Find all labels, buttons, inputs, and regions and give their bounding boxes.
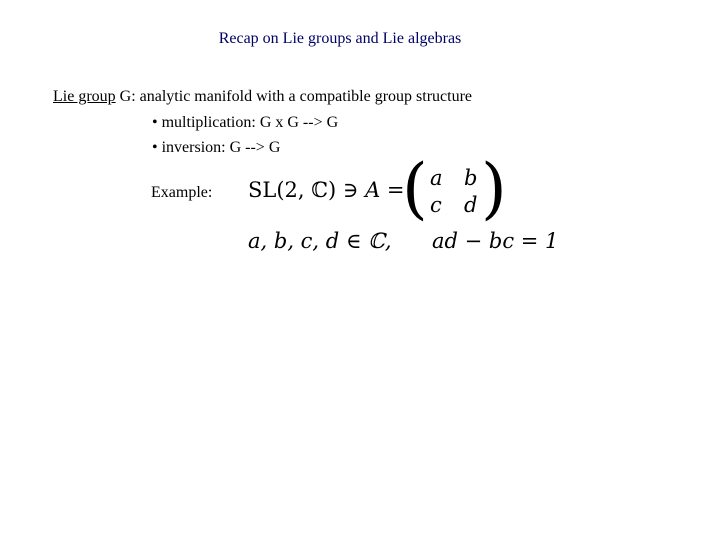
bullet-inversion: • inversion: G --> G xyxy=(152,139,281,156)
lie-group-definition xyxy=(53,88,472,106)
matrix-entry-a: a xyxy=(430,166,443,190)
matrix-name: A = xyxy=(365,178,405,202)
matrix-entry-b: b xyxy=(464,166,478,190)
group-membership xyxy=(248,178,405,202)
example-label: Example: xyxy=(151,184,213,201)
matrix-entry-c: c xyxy=(430,193,442,217)
bullet-multiplication: • multiplication: G x G --> G xyxy=(152,114,339,131)
variables-in-complex: a, b, c, d ∈ ℂ, xyxy=(248,229,392,253)
matrix-entry-d: d xyxy=(464,193,478,217)
slide-title: Recap on Lie groups and Lie algebras xyxy=(218,30,462,47)
right-paren: ) xyxy=(481,150,507,227)
determinant-condition: ad − bc = 1 xyxy=(432,229,559,253)
sl2c-symbol: SL(2, ℂ) ∋ xyxy=(248,178,359,202)
lie-group-term: Lie group xyxy=(53,88,116,105)
lie-group-definition-text: G: analytic manifold with a compatible group structure xyxy=(115,88,472,105)
left-paren: ( xyxy=(402,150,428,227)
